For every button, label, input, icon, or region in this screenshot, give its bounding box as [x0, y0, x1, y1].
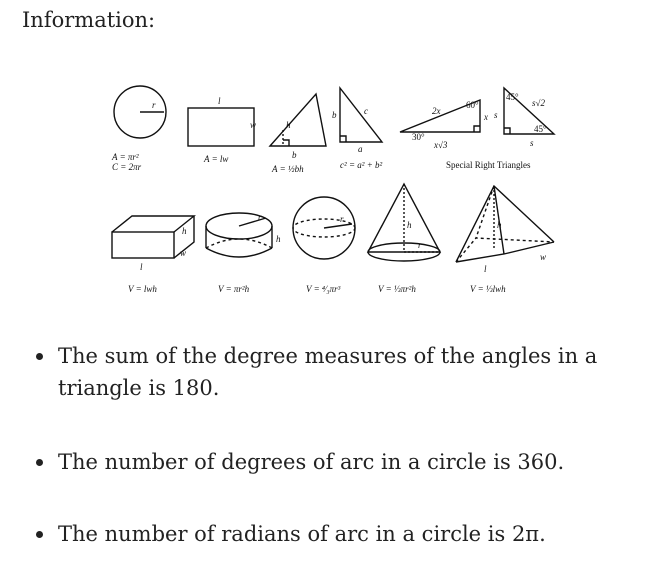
page-heading: Information: — [22, 8, 156, 32]
cone-shape — [368, 184, 440, 261]
cone-volume-formula: V = ⅓πr²h — [378, 284, 416, 294]
pythagorean-formula: c² = a² + b² — [340, 160, 383, 170]
cone-r-label: r — [418, 240, 422, 250]
reference-figure — [100, 70, 570, 300]
pythagorean-c-label: c — [364, 106, 368, 116]
pyramid-h-label: h — [497, 220, 502, 230]
bullet-dot-icon — [36, 459, 43, 466]
pyramid-volume-formula: V = ⅓lwh — [470, 284, 506, 294]
rect-area-formula: A = lw — [204, 154, 229, 164]
srt-s-label: s — [494, 110, 498, 120]
rect-w-label: w — [250, 120, 257, 130]
box-w-label: w — [180, 248, 187, 258]
box-h-label: h — [182, 226, 187, 236]
srt-s-bottom-label: s — [530, 138, 534, 148]
pyramid-w-label: w — [540, 252, 547, 262]
srt-45-top-label: 45° — [506, 92, 519, 102]
formula-diagram — [100, 70, 570, 300]
srt-30-label: 30° — [412, 132, 425, 142]
sphere-r-label: r — [340, 214, 344, 224]
triangle-area-formula: A = ½bh — [272, 164, 304, 174]
circle-circumference-formula: C = 2πr — [112, 162, 142, 172]
triangle-shape — [270, 94, 326, 146]
pythagorean-triangle-shape — [340, 88, 382, 142]
triangle-h-label: h — [286, 120, 291, 130]
triangle-b-label: b — [292, 150, 297, 160]
cylinder-shape — [206, 213, 272, 257]
cylinder-volume-formula: V = πr²h — [218, 284, 250, 294]
pyramid-l-label: l — [484, 264, 487, 274]
cylinder-h-label: h — [276, 234, 281, 244]
bullet-text: The number of radians of arc in a circle is 2π. — [58, 522, 546, 546]
circle-area-formula: A = πr² — [112, 152, 139, 162]
pythagorean-b-label: b — [332, 110, 337, 120]
pythagorean-a-label: a — [358, 144, 363, 154]
special-right-triangles-title: Special Right Triangles — [446, 160, 531, 170]
list-item — [36, 518, 646, 550]
srt-x-label: x — [484, 112, 488, 122]
srt-45-bottom-label: 45° — [534, 124, 547, 134]
srt-s2-label: s√2 — [532, 98, 545, 108]
cone-h-label: h — [407, 220, 412, 230]
sphere-shape — [293, 197, 355, 259]
box-l-label: l — [140, 262, 143, 272]
box-volume-formula: V = lwh — [128, 284, 157, 294]
cylinder-r-label: r — [258, 212, 262, 222]
rectangle-shape — [188, 108, 257, 146]
rect-l-label: l — [218, 96, 221, 106]
srt-60-label: 60° — [466, 100, 479, 110]
list-item — [36, 446, 646, 478]
bullet-text: The number of degrees of arc in a circle is 360. — [58, 450, 565, 474]
pyramid-shape — [456, 186, 554, 262]
srt-x3-label: x√3 — [434, 140, 448, 150]
sphere-volume-formula: V = ⁴⁄₃πr³ — [306, 284, 341, 294]
bullet-dot-icon — [36, 531, 43, 538]
list-item — [36, 340, 646, 404]
srt-2x-label: 2x — [432, 106, 441, 116]
bullet-text: The sum of the degree measures of the angles in a triangle is 180. — [58, 344, 598, 400]
circle-r-label: r — [152, 100, 156, 110]
bullet-dot-icon — [36, 353, 43, 360]
